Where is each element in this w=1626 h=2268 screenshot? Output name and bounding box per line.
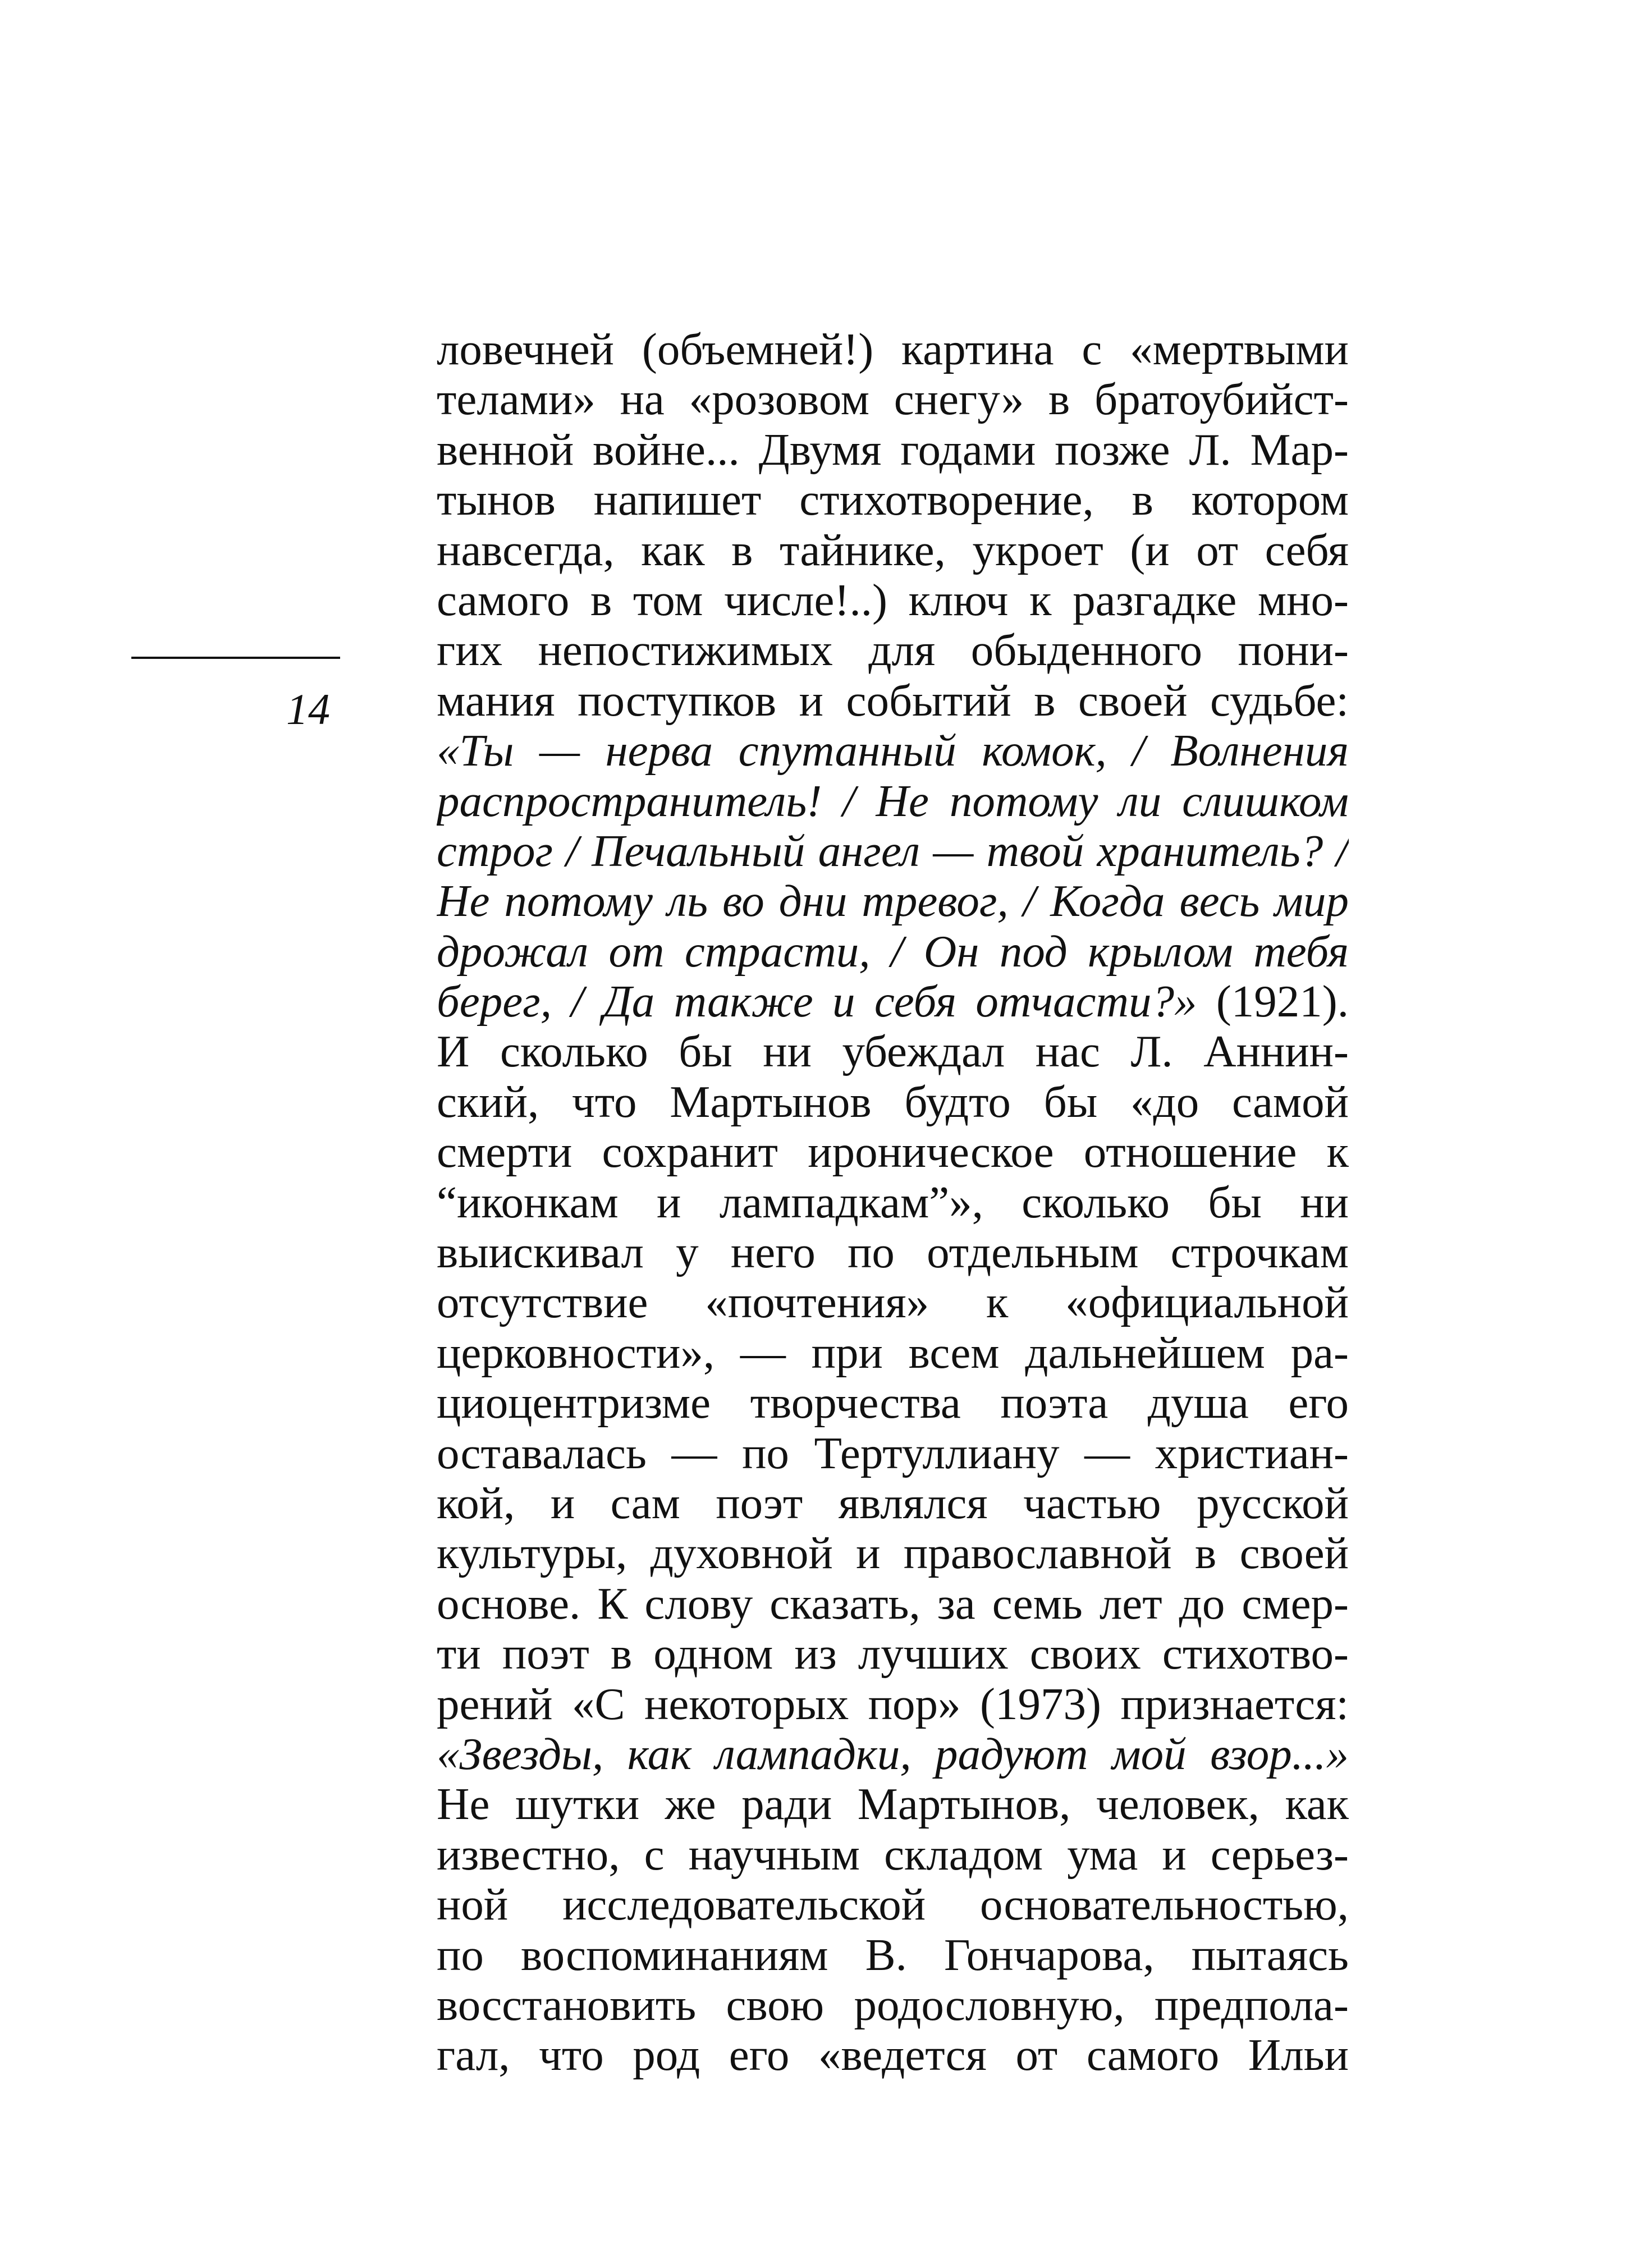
text-line: по воспоминаниям В. Гончарова, пытаясь <box>437 1930 1349 1980</box>
page-number: 14 <box>286 685 330 734</box>
text-line: ной исследовательской основательностью, <box>437 1880 1349 1930</box>
text-line: восстановить свою родословную, предпола- <box>437 1980 1349 2030</box>
quote-line-with-year <box>437 977 1349 1027</box>
text-line: основе. К слову сказать, за семь лет до смер- <box>437 1578 1349 1629</box>
text-line: гих непостижимых для обыденного пони- <box>437 625 1349 676</box>
text-line: телами» на «розовом снегу» в братоубийст- <box>437 374 1349 425</box>
year-citation: (1921). <box>1216 977 1349 1027</box>
text-line: гал, что род его «ведется от самого Ильи <box>437 2030 1349 2081</box>
text-line: венной войне... Двумя годами позже Л. Мар- <box>437 424 1349 475</box>
text-line: тынов напишет стихотворение, в котором <box>437 475 1349 525</box>
text-line: мания поступков и событий в своей судьбе: <box>437 675 1349 726</box>
text-line: кой, и сам поэт являлся частью русской <box>437 1478 1349 1528</box>
quote-line: Не потому ль во дни тревог, / Когда весь мир <box>437 876 1349 927</box>
text-line: навсегда, как в тайнике, укроет (и от себя <box>437 525 1349 575</box>
text-line: культуры, духовной и православной в своей <box>437 1528 1349 1579</box>
text-line: ти поэт в одном из лучших своих стихотво- <box>437 1629 1349 1679</box>
quote-line: строг / Печальный ангел — твой хранитель? / <box>437 826 1349 876</box>
quote-line: «Ты — нерва спутанный комок, / Волнения <box>437 726 1349 776</box>
body-text <box>437 324 1349 2081</box>
text-line: ловечней (объемней!) картина с «мертвыми <box>437 324 1349 374</box>
quote-line: «Звезды, как лампадки, радуют мой взор...» <box>437 1729 1349 1779</box>
margin-rule <box>131 657 340 659</box>
quote-line: дрожал от страсти, / Он под крылом тебя <box>437 926 1349 977</box>
text-line: ский, что Мартынов будто бы «до самой <box>437 1076 1349 1127</box>
quote-line: распространитель! / Не потому ли слишком <box>437 776 1349 826</box>
text-line: выискивал у него по отдельным строчкам <box>437 1227 1349 1278</box>
text-line: церковности», — при всем дальнейшем ра- <box>437 1327 1349 1378</box>
text-line: самого в том числе!..) ключ к разгадке мно- <box>437 575 1349 625</box>
text-line: циоцентризме творчества поэта душа его <box>437 1378 1349 1428</box>
text-line: известно, с научным складом ума и серьез- <box>437 1829 1349 1880</box>
text-line: оставалась — по Тертуллиану — христиан- <box>437 1428 1349 1478</box>
text-line: “иконкам и лампадкам”», сколько бы ни <box>437 1177 1349 1227</box>
text-line: отсутствие «почтения» к «официальной <box>437 1277 1349 1328</box>
text-line: рений «С некоторых пор» (1973) признается: <box>437 1679 1349 1729</box>
text-line: смерти сохранит ироническое отношение к <box>437 1127 1349 1177</box>
text-line: Не шутки же ради Мартынов, человек, как <box>437 1779 1349 1830</box>
quote-fragment: берег, / Да также и себя отчасти?» <box>437 977 1197 1027</box>
text-line: И сколько бы ни убеждал нас Л. Аннин- <box>437 1027 1349 1077</box>
